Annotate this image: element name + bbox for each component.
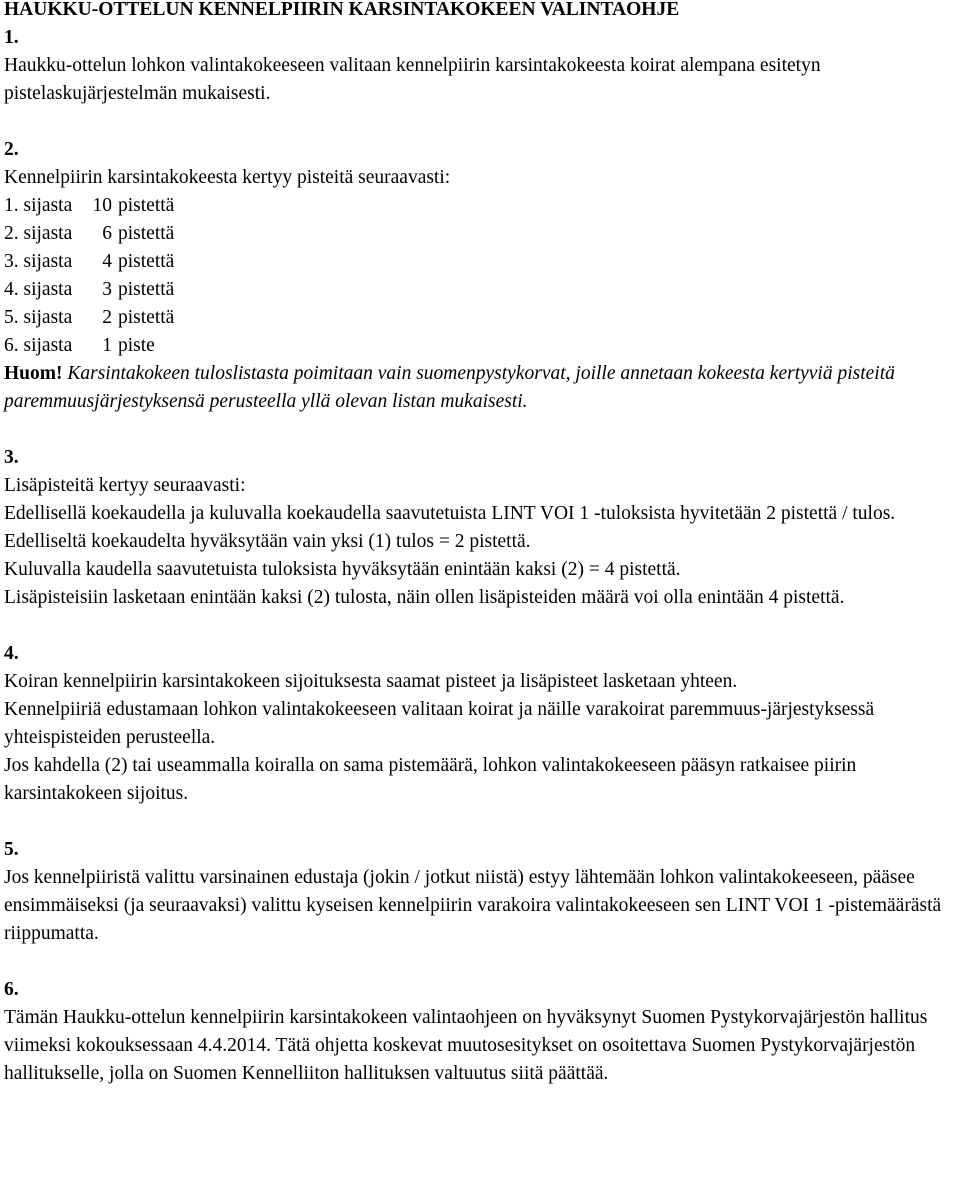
- section-4: [4, 640, 950, 808]
- section-5: [4, 836, 950, 948]
- section-3: [4, 444, 950, 612]
- section-4-line: Koiran kennelpiirin karsintakokeen sijoituksesta saamat pisteet ja lisäpisteet lasketaan yhteen.: [4, 671, 738, 692]
- section-3-line: Kuluvalla kaudella saavutetuista tuloksista hyväksytään enintään kaksi (2) = 4 pistettä.: [4, 559, 681, 580]
- points-row: [4, 220, 950, 248]
- points-row-unit: pistettä: [118, 251, 175, 272]
- section-2: [4, 136, 950, 416]
- section-3-line: Edellisellä koekaudella ja kuluvalla koekaudella saavutetuista LINT VOI 1 -tuloksista hyvitetään 2 pistettä / tulos.: [4, 503, 896, 524]
- section-4-line: Jos kahdella (2) tai useammalla koiralla on sama pistemäärä, lohkon valintakokeeseen pääsyn ratkaisee piirin karsintakokeen sijoitus.: [4, 755, 857, 804]
- points-row-points: 10: [92, 195, 112, 216]
- points-row-points: 2: [102, 307, 112, 328]
- points-row-unit: pistettä: [118, 279, 175, 300]
- huom-note: [4, 360, 950, 416]
- points-row-place: 4. sijasta: [4, 279, 73, 300]
- points-row: [4, 276, 950, 304]
- points-row-points: 3: [102, 279, 112, 300]
- section-1-text: Haukku-ottelun lohkon valintakokeeseen valitaan kennelpiirin karsintakokeesta koirat alempana esitetyn pistelaskujärjestelmän mukaisesti.: [4, 55, 821, 104]
- section-4-line: Kennelpiiriä edustamaan lohkon valintakokeeseen valitaan koirat ja näille varakoirat paremmuus-järjestyksessä yhteispisteiden perusteella.: [4, 699, 875, 748]
- points-row: [4, 248, 950, 276]
- points-row-place: 1. sijasta: [4, 195, 73, 216]
- points-row-points: 6: [102, 223, 112, 244]
- document-title: HAUKKU-OTTELUN KENNELPIIRIN KARSINTAKOKEEN VALINTAOHJE: [4, 0, 680, 20]
- points-row-place: 6. sijasta: [4, 335, 73, 356]
- points-row-place: 2. sijasta: [4, 223, 73, 244]
- points-row: [4, 332, 950, 360]
- points-row-place: 3. sijasta: [4, 251, 73, 272]
- section-3-line: Lisäpisteitä kertyy seuraavasti:: [4, 475, 246, 496]
- section-4-number: 4.: [4, 643, 19, 664]
- points-row-points: 1: [102, 335, 112, 356]
- points-row-unit: pistettä: [118, 223, 175, 244]
- points-row: [4, 304, 950, 332]
- section-3-line: Lisäpisteisiin lasketaan enintään kaksi (2) tulosta, näin ollen lisäpisteiden määrä voi olla enintään 4 pistettä.: [4, 587, 845, 608]
- section-5-number: 5.: [4, 839, 19, 860]
- section-3-line: Edelliseltä koekaudelta hyväksytään vain yksi (1) tulos = 2 pistettä.: [4, 531, 531, 552]
- points-row-unit: pistettä: [118, 307, 175, 328]
- section-2-number: 2.: [4, 139, 19, 160]
- huom-label: Huom!: [4, 363, 63, 384]
- points-row-unit: pistettä: [118, 195, 175, 216]
- section-6-text: Tämän Haukku-ottelun kennelpiirin karsintakokeen valintaohjeen on hyväksynyt Suomen Pystykorvajärjestön hallitus viimeksi kokouksessaan 4.4.2014. Tätä ohjetta koskevat muutosesitykset on osoitettava Suomen Pystykorvajärjestön hallitukselle, jolla on Suomen Kennelliiton hallituksen valtuutus siitä päättää.: [4, 1007, 928, 1084]
- points-row-unit: piste: [118, 335, 155, 356]
- section-6-number: 6.: [4, 979, 19, 1000]
- section-3-number: 3.: [4, 447, 19, 468]
- section-5-text: Jos kennelpiiristä valittu varsinainen edustaja (jokin / jotkut niistä) estyy lähtemään lohkon valintakokeeseen, pääsee ensimmäiseksi (ja seuraavaksi) valittu kyseisen kennelpiirin varakoira valintakokeeseen sen LINT VOI 1 -pistemäärästä riippumatta.: [4, 867, 942, 944]
- points-row-points: 4: [102, 251, 112, 272]
- points-row: [4, 192, 950, 220]
- section-6: [4, 976, 950, 1088]
- section-2-intro: Kennelpiirin karsintakokeesta kertyy pisteitä seuraavasti:: [4, 167, 451, 188]
- huom-text: Karsintakokeen tuloslistasta poimitaan vain suomenpystykorvat, joille annetaan kokeesta kertyviä pisteitä paremmuusjärjestyksensä perusteella yllä olevan listan mukaisesti.: [4, 363, 895, 412]
- section-1-number: 1.: [4, 27, 19, 48]
- points-row-place: 5. sijasta: [4, 307, 73, 328]
- section-1: [4, 24, 950, 108]
